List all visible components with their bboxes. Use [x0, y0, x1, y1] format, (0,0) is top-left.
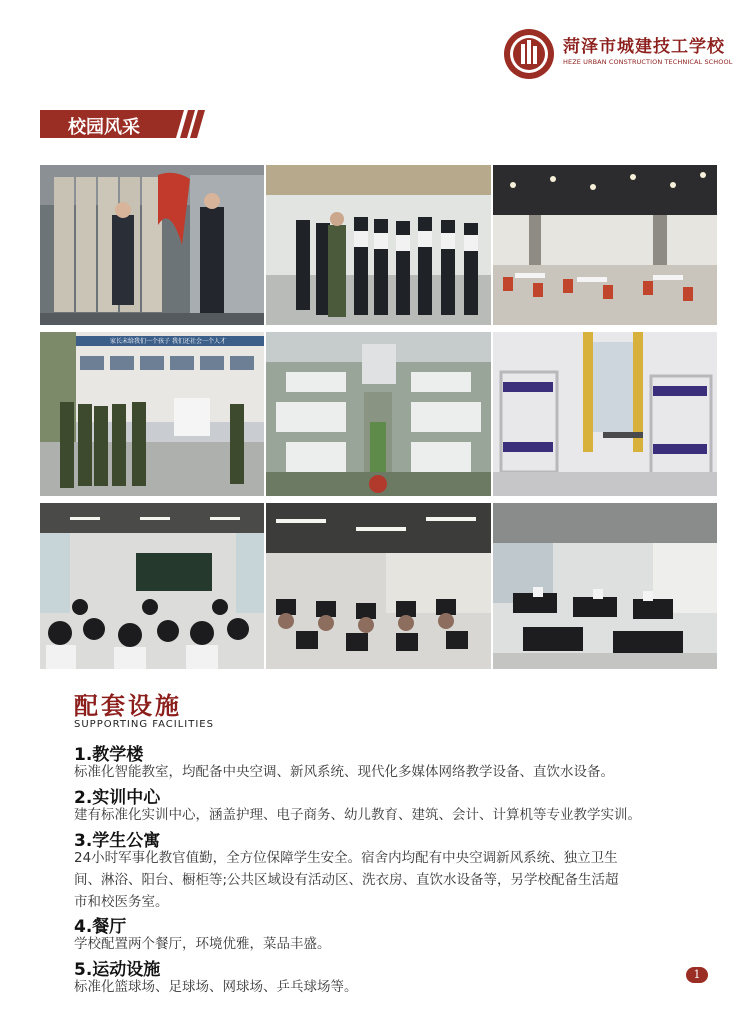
facility-description: 间、淋浴、阳台、橱柜等;公共区域设有活动区、洗衣房、直饮水设备等，另学校配备生活超	[74, 872, 619, 888]
facilities-title: 配套设施	[74, 692, 182, 720]
photo-computer-lab	[266, 503, 491, 669]
photo-student-lineup	[266, 165, 491, 325]
page-number: 1	[686, 967, 708, 983]
facility-description: 24小时军事化教官值勤，全方位保障学生安全。宿舍内均配有中央空调新风系统、独立卫生	[74, 850, 618, 866]
photo-plaque-unveiling	[40, 165, 264, 325]
facility-description: 建有标准化实训中心，涵盖护理、电子商务、幼儿教育、建筑、会计、计算机等专业教学实训。	[74, 807, 641, 823]
facility-heading: 3.学生公寓	[74, 831, 161, 851]
facility-heading: 1.教学楼	[74, 745, 144, 765]
photo-canteen	[493, 165, 717, 325]
facility-description: 学校配置两个餐厅，环境优雅，菜品丰盛。	[74, 936, 331, 952]
photo-piano-room	[493, 503, 717, 669]
facilities-subtitle: SUPPORTING FACILITIES	[74, 719, 214, 730]
school-name-cn: 菏泽市城建技工学校	[563, 37, 725, 57]
photo-grid	[40, 165, 717, 669]
facility-description: 标准化智能教室，均配备中央空调、新风系统、现代化多媒体网络教学设备、直饮水设备。	[74, 764, 614, 780]
photo-banner-text: 家长未给我们一个孩子 我们还社会一个人才	[110, 338, 226, 345]
school-logo	[503, 28, 555, 80]
photo-classroom	[40, 503, 264, 669]
facility-heading: 4.餐厅	[74, 917, 127, 937]
facility-description: 市和校医务室。	[74, 894, 169, 910]
facility-description: 标准化篮球场、足球场、网球场、乒乓球场等。	[74, 979, 358, 995]
photo-campus-aerial	[266, 332, 491, 496]
school-name-en: HEZE URBAN CONSTRUCTION TECHNICAL SCHOOL	[563, 58, 733, 66]
photo-military-training	[40, 332, 264, 496]
section-title: 校园风采	[68, 117, 140, 138]
photo-dormitory	[493, 332, 717, 496]
facility-heading: 2.实训中心	[74, 788, 161, 808]
facility-heading: 5.运动设施	[74, 960, 161, 980]
